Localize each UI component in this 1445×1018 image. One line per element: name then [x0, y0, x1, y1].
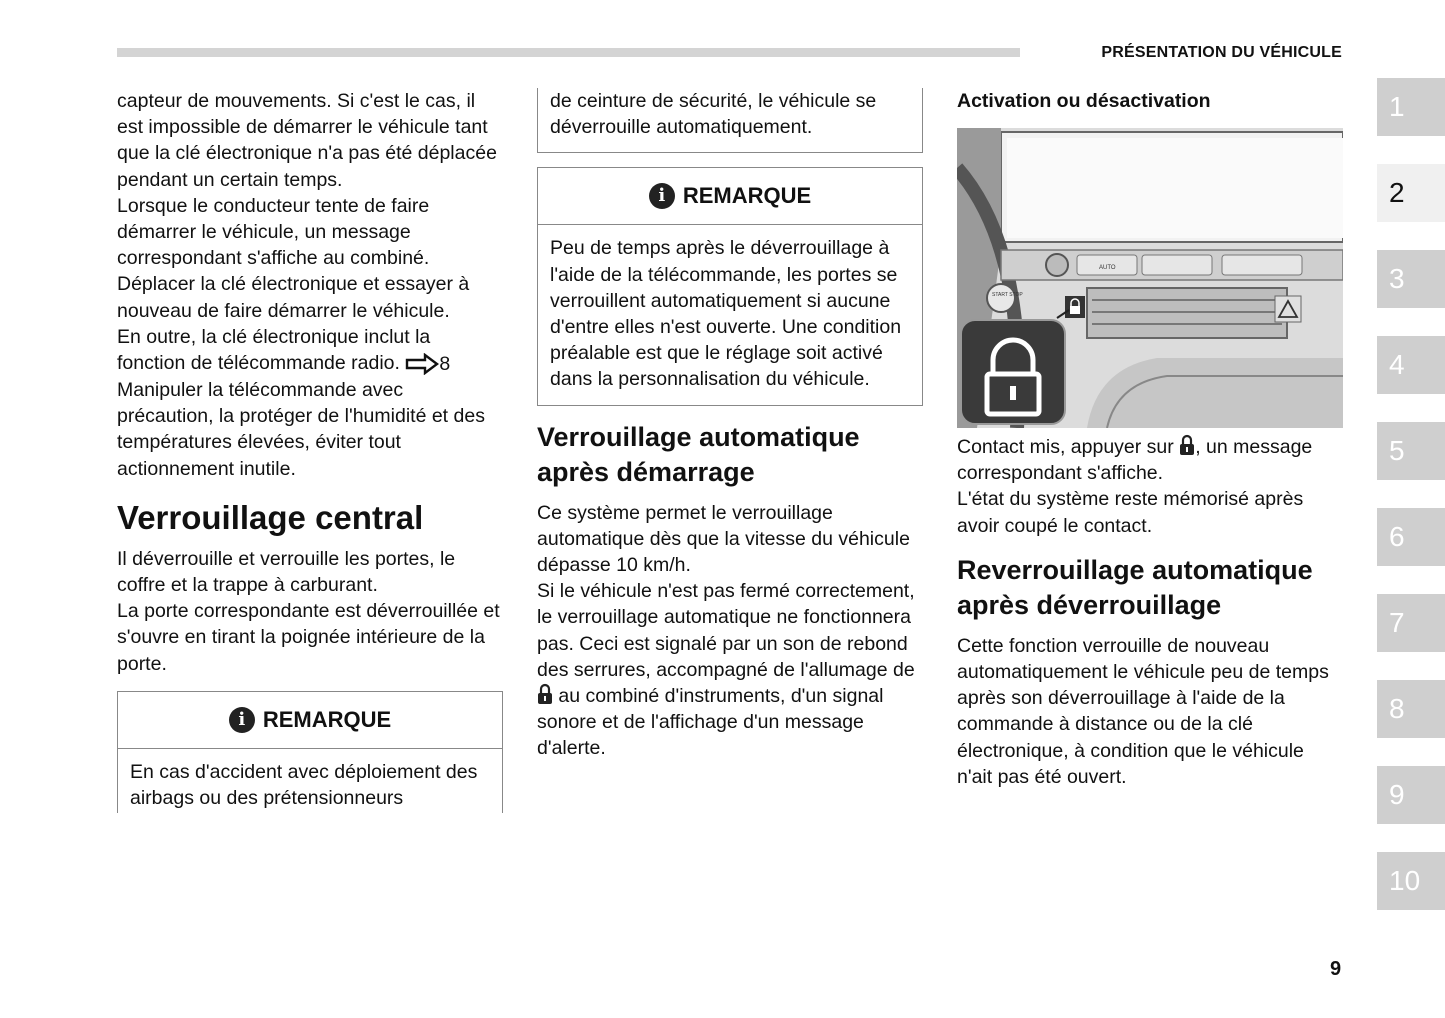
page-reference-link[interactable] — [405, 351, 450, 377]
chapter-tab-6[interactable]: 6 — [1377, 508, 1445, 566]
paragraph — [117, 324, 503, 377]
note-title: REMARQUE — [262, 706, 392, 732]
paragraph: La porte correspondante est déverrouillée et s'ouvre en tirant la poignée intérieure de la porte. — [117, 600, 500, 675]
column-3 — [957, 88, 1343, 790]
page-reference-number: 8 — [439, 352, 451, 375]
info-icon: i — [229, 707, 255, 733]
lock-icon — [1179, 434, 1195, 456]
paragraph: Lorsque le conducteur tente de faire démarrer le véhicule, un message correspondant s'affiche au combiné. — [117, 194, 430, 270]
paragraph: L'état du système reste mémorisé après avoir coupé le contact. — [957, 488, 1304, 537]
note-body: de ceinture de sécurité, le véhicule se déverrouille automatiquement. — [550, 90, 877, 139]
section-title: PRÉSENTATION DU VÉHICULE — [1101, 44, 1342, 61]
paragraph: capteur de mouvements. Si c'est le cas, il est impossible de démarrer le véhicule tant que la clé électronique n'a pas été déplacée pendant un certain temps. — [117, 90, 497, 191]
chapter-tab-5[interactable]: 5 — [1377, 422, 1445, 480]
note-box — [537, 167, 923, 405]
note-title: REMARQUE — [682, 183, 812, 209]
caption-text: Contact mis, appuyer sur — [957, 436, 1174, 458]
note-header — [538, 168, 922, 225]
chapter-tab-9[interactable]: 9 — [1377, 766, 1445, 824]
note-body: Peu de temps après le déverrouillage à l'aide de la télécommande, les portes se verrouillent automatiquement si aucune d'entre elles n'est ouverte. Une condition préalable est que le réglage soit activé dans la personnalisation du véhicule. — [550, 237, 902, 391]
arrow-right-icon — [405, 353, 439, 375]
paragraph-text: En outre, la clé électronique inclut la fonction de télécommande radio. — [117, 325, 431, 375]
info-icon: i — [649, 183, 675, 209]
subheading-activation: Activation ou désactivation — [957, 90, 1211, 112]
paragraph: Ce système permet le verrouillage automatique dès que la vitesse du véhicule dépasse 10 km/h. — [537, 501, 910, 577]
paragraph-text: Si le véhicule n'est pas fermé correctement, le verrouillage automatique ne fonctionnera pas. Ceci est signalé par un son de rebond des serrures, accompagné de l'allumage de — [537, 580, 915, 681]
paragraph — [537, 578, 923, 761]
caption-text: , un message correspondant s'affiche. — [957, 436, 1313, 485]
paragraph: Il déverrouille et verrouille les portes, le coffre et la trappe à carburant. — [117, 547, 456, 596]
note-body: En cas d'accident avec déploiement des airbags ou des prétensionneurs — [130, 760, 478, 809]
dashboard-illustration — [957, 128, 1343, 428]
column-2 — [537, 88, 923, 762]
chapter-tab-2[interactable]: 2 — [1377, 164, 1445, 222]
page-number: 9 — [1330, 958, 1342, 980]
chapter-tab-1[interactable]: 1 — [1377, 78, 1445, 136]
heading-verrouillage-automatique: Verrouillage automatique après démarrage — [537, 421, 860, 487]
chapter-tab-8[interactable]: 8 — [1377, 680, 1445, 738]
note-header — [118, 692, 502, 749]
note-continued-box — [537, 88, 923, 153]
start-stop-label: START STOP — [992, 292, 1023, 298]
header-rule — [117, 48, 1020, 57]
lock-icon — [537, 683, 553, 705]
heading-verrouillage-central: Verrouillage central — [117, 498, 424, 536]
paragraph-text: au combiné d'instruments, d'un signal sonore et de l'affichage d'un message d'alerte. — [537, 685, 884, 760]
chapter-tab-4[interactable]: 4 — [1377, 336, 1445, 394]
note-box — [117, 691, 503, 813]
dashboard-figure — [957, 128, 1343, 428]
column-1 — [117, 88, 503, 813]
chapter-tab-7[interactable]: 7 — [1377, 594, 1445, 652]
figure-caption — [957, 434, 1343, 486]
paragraph: Manipuler la télécommande avec précaution, la protéger de l'humidité et des températures élevées, éviter tout actionnement inutile. — [117, 378, 485, 480]
paragraph: Cette fonction verrouille de nouveau automatiquement le véhicule peu de temps après son déverrouillage à l'aide de la commande à distance ou de la clé électronique, à condition que le véhicule n'ait pas été ouvert. — [957, 634, 1329, 788]
chapter-tab-3[interactable]: 3 — [1377, 250, 1445, 308]
heading-reverrouillage: Reverrouillage automatique après déverrouillage — [957, 554, 1313, 620]
paragraph: Déplacer la clé électronique et essayer à nouveau de faire démarrer le véhicule. — [117, 273, 470, 322]
chapter-tab-10[interactable]: 10 — [1377, 852, 1445, 910]
auto-label: AUTO — [1099, 265, 1116, 271]
